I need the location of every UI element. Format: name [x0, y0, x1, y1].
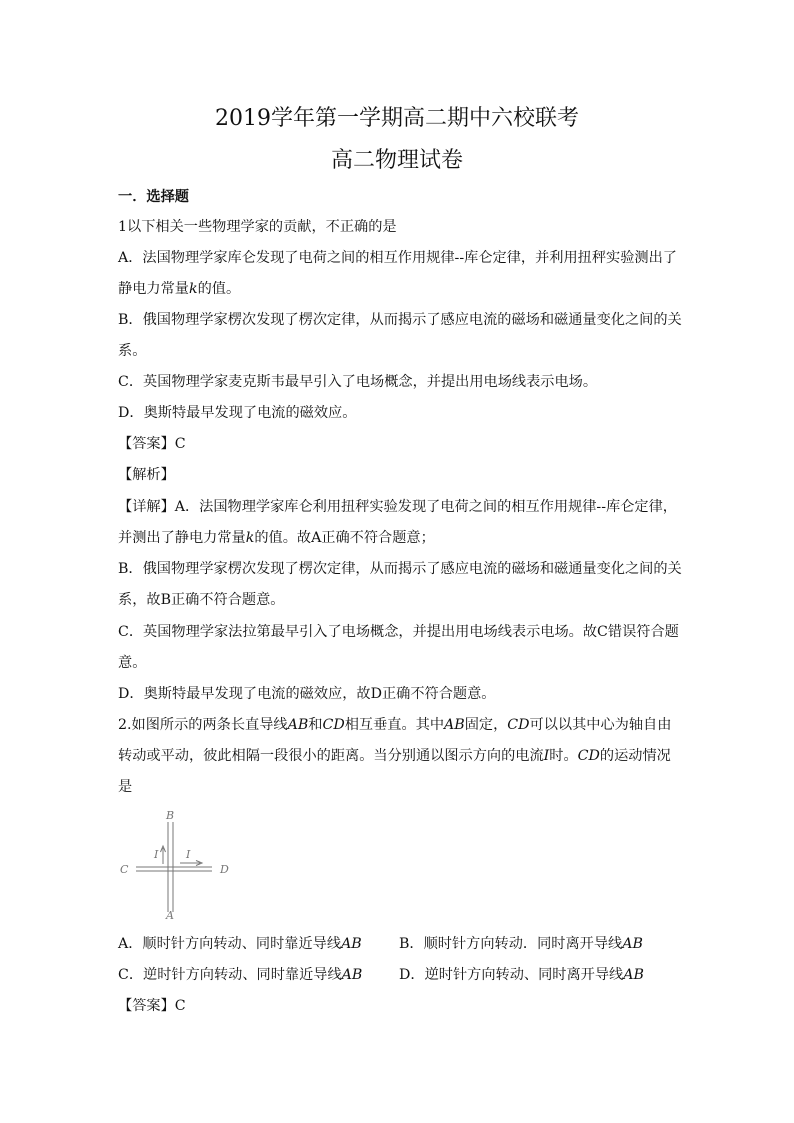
label-c: C [120, 863, 129, 876]
q1-option-b-line2: 系。 [118, 343, 147, 359]
text-span: A．顺时针方向转动、同时靠近导线 [118, 936, 342, 952]
text-span: 可以以其中心为轴自由 [529, 717, 672, 733]
label-d: D [220, 863, 229, 876]
q2-answer: 【答案】C [118, 998, 186, 1014]
text-span: 2.如图所示的两条长直导线 [118, 717, 288, 733]
label-a: A [166, 909, 174, 920]
text-span: 的值。 [197, 281, 241, 297]
q1-detail-c-line1: C．英国物理学家法拉第最早引入了电场概念，并提出用电场线表示电场。故C错误符合题 [118, 624, 679, 640]
text-span: C．逆时针方向转动、同时靠近导线 [118, 967, 342, 983]
text-span: 和 [308, 717, 323, 733]
q1-analysis-label: 【解析】 [118, 467, 175, 483]
q2-option-a [118, 934, 362, 954]
text-span: 转动或平动，彼此相隔一段很小的距离。当分别通以图示方向的电流 [118, 748, 544, 764]
text-span: 静电力常量 [118, 281, 189, 297]
label-current-ab: I [154, 848, 159, 861]
text-span: 相互垂直。其中 [344, 717, 445, 733]
q1-detail-b-line1: B．俄国物理学家楞次发现了楞次定律，从而揭示了感应电流的磁场和磁通量变化之间的关 [118, 561, 682, 577]
q1-detail-line2 [118, 528, 435, 548]
page-title: 2019学年第一学期高二期中六校联考 [215, 106, 579, 131]
wire-ab: AB [623, 967, 644, 983]
q1-detail-c-line2: 意。 [118, 655, 147, 671]
label-current-cd: I [186, 848, 191, 861]
q2-stem-line3: 是 [118, 779, 133, 795]
text-span: B．顺时针方向转动．同时离开导线 [399, 936, 623, 952]
q1-stem: 1以下相关一些物理学家的贡献，不正确的是 [118, 219, 397, 235]
variable-k: k [245, 530, 255, 546]
text-span: 的运动情况 [599, 748, 671, 764]
text-span: 固定， [464, 717, 508, 733]
wire-ab: AB [341, 936, 362, 952]
q2-stem-line2 [118, 746, 671, 766]
q2-option-b [399, 934, 643, 954]
q1-detail-b-line2: 系，故B正确不符合题意。 [118, 592, 285, 608]
q2-stem-line1 [118, 715, 671, 735]
wire-cd: CD [322, 717, 345, 733]
section-heading: 一．选择题 [118, 189, 189, 205]
wire-cd: CD [507, 717, 530, 733]
q1-option-d: D．奥斯特最早发现了电流的磁效应。 [118, 405, 357, 421]
label-b: B [166, 809, 175, 822]
text-span: 的值。故A正确不符合题意； [254, 530, 435, 546]
q1-option-c: C．英国物理学家麦克斯韦最早引入了电场概念，并提出用电场线表示电场。 [118, 374, 598, 390]
variable-k: k [188, 281, 198, 297]
q1-detail-line1: 【详解】A．法国物理学家库仑利用扭秤实验发现了电荷之间的相互作用规律--库仑定律， [118, 499, 677, 515]
text-span: 时。 [549, 748, 578, 764]
wire-ab: AB [341, 967, 363, 983]
q1-option-b-line1: B．俄国物理学家楞次发现了楞次定律，从而揭示了感应电流的磁场和磁通量变化之间的关 [118, 312, 682, 328]
q2-option-c [118, 965, 362, 985]
wire-ab: AB [287, 717, 309, 733]
current-i: I [543, 748, 550, 764]
page-subtitle: 高二物理试卷 [330, 148, 463, 173]
q1-option-a-line1: A．法国物理学家库仑发现了电荷之间的相互作用规律--库仑定律，并利用扭秤实验测出了 [118, 250, 677, 266]
q1-detail-d: D．奥斯特最早发现了电流的磁效应，故D正确不符合题意。 [118, 686, 496, 702]
q1-option-a-line2 [118, 279, 240, 299]
wire-cd: CD [577, 748, 600, 764]
q2-option-d [399, 965, 644, 985]
wire-diagram [116, 808, 236, 920]
wire-ab: AB [444, 717, 465, 733]
text-span: D．逆时针方向转动、同时离开导线 [399, 967, 624, 983]
wire-ab: AB [622, 936, 643, 952]
q1-answer: 【答案】C [118, 436, 186, 452]
text-span: 并测出了静电力常量 [118, 530, 246, 546]
